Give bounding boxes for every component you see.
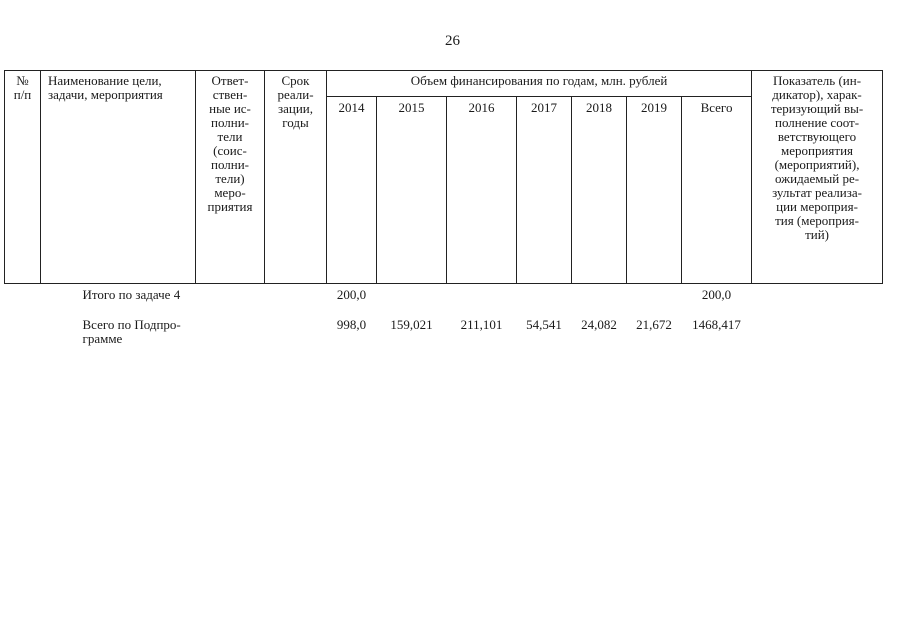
header-name: Наименование цели, задачи, мероприятия (41, 71, 196, 284)
header-funding-group: Объем финансирования по годам, млн. рублей (327, 71, 752, 97)
table-row-program-total (5, 316, 883, 346)
header-year-2015: 2015 (377, 97, 447, 284)
row-indicator (752, 284, 883, 317)
row-value-2019 (627, 284, 682, 317)
table-header (5, 71, 883, 284)
header-indicator: Показатель (ин- дикатор), харак- теризующий вы- полнение соот- ветствующего мероприятия (мероприятий), ожидаемый ре- зультат реализа- ции мероприя- тия (мероприя- тий) (752, 71, 883, 284)
header-year-2018: 2018 (572, 97, 627, 284)
page-number: 26 (445, 33, 460, 49)
header-year-2016: 2016 (447, 97, 517, 284)
row-responsible (196, 316, 265, 346)
row-value-2014: 200,0 (336, 287, 367, 302)
table-row-task4-total (5, 284, 883, 317)
row-value-total: 200,0 (701, 287, 732, 302)
row-value-2016: 211,101 (460, 317, 503, 332)
row-indicator (752, 316, 883, 346)
row-num (5, 284, 41, 317)
row-name: Итого по задаче 4 (82, 287, 181, 302)
row-value-2017 (517, 284, 572, 317)
header-row-main (5, 71, 883, 97)
funding-table (4, 70, 883, 346)
header-responsible: Ответ- ствен- ные ис- полни- тели (соис- полни- тели) меро- приятия (196, 71, 265, 284)
row-value-2015 (377, 284, 447, 317)
row-value-total: 1468,417 (692, 317, 741, 332)
row-term (265, 284, 327, 317)
row-value-2019: 21,672 (636, 317, 672, 332)
row-name: Всего по Подпро- грамме (82, 317, 181, 346)
row-value-2016 (447, 284, 517, 317)
row-value-2014: 998,0 (336, 317, 367, 332)
header-num: № п/п (5, 71, 41, 284)
row-num (5, 316, 41, 346)
header-term: Срок реали- зации, годы (265, 71, 327, 284)
row-responsible (196, 284, 265, 317)
header-year-2019: 2019 (627, 97, 682, 284)
header-year-total: Всего (682, 97, 752, 284)
row-value-2017: 54,541 (526, 317, 562, 332)
header-year-2014: 2014 (327, 97, 377, 284)
row-value-2015: 159,021 (390, 317, 433, 332)
header-year-2017: 2017 (517, 97, 572, 284)
row-value-2018: 24,082 (581, 317, 617, 332)
table-body (5, 284, 883, 347)
row-term (265, 316, 327, 346)
row-value-2018 (572, 284, 627, 317)
